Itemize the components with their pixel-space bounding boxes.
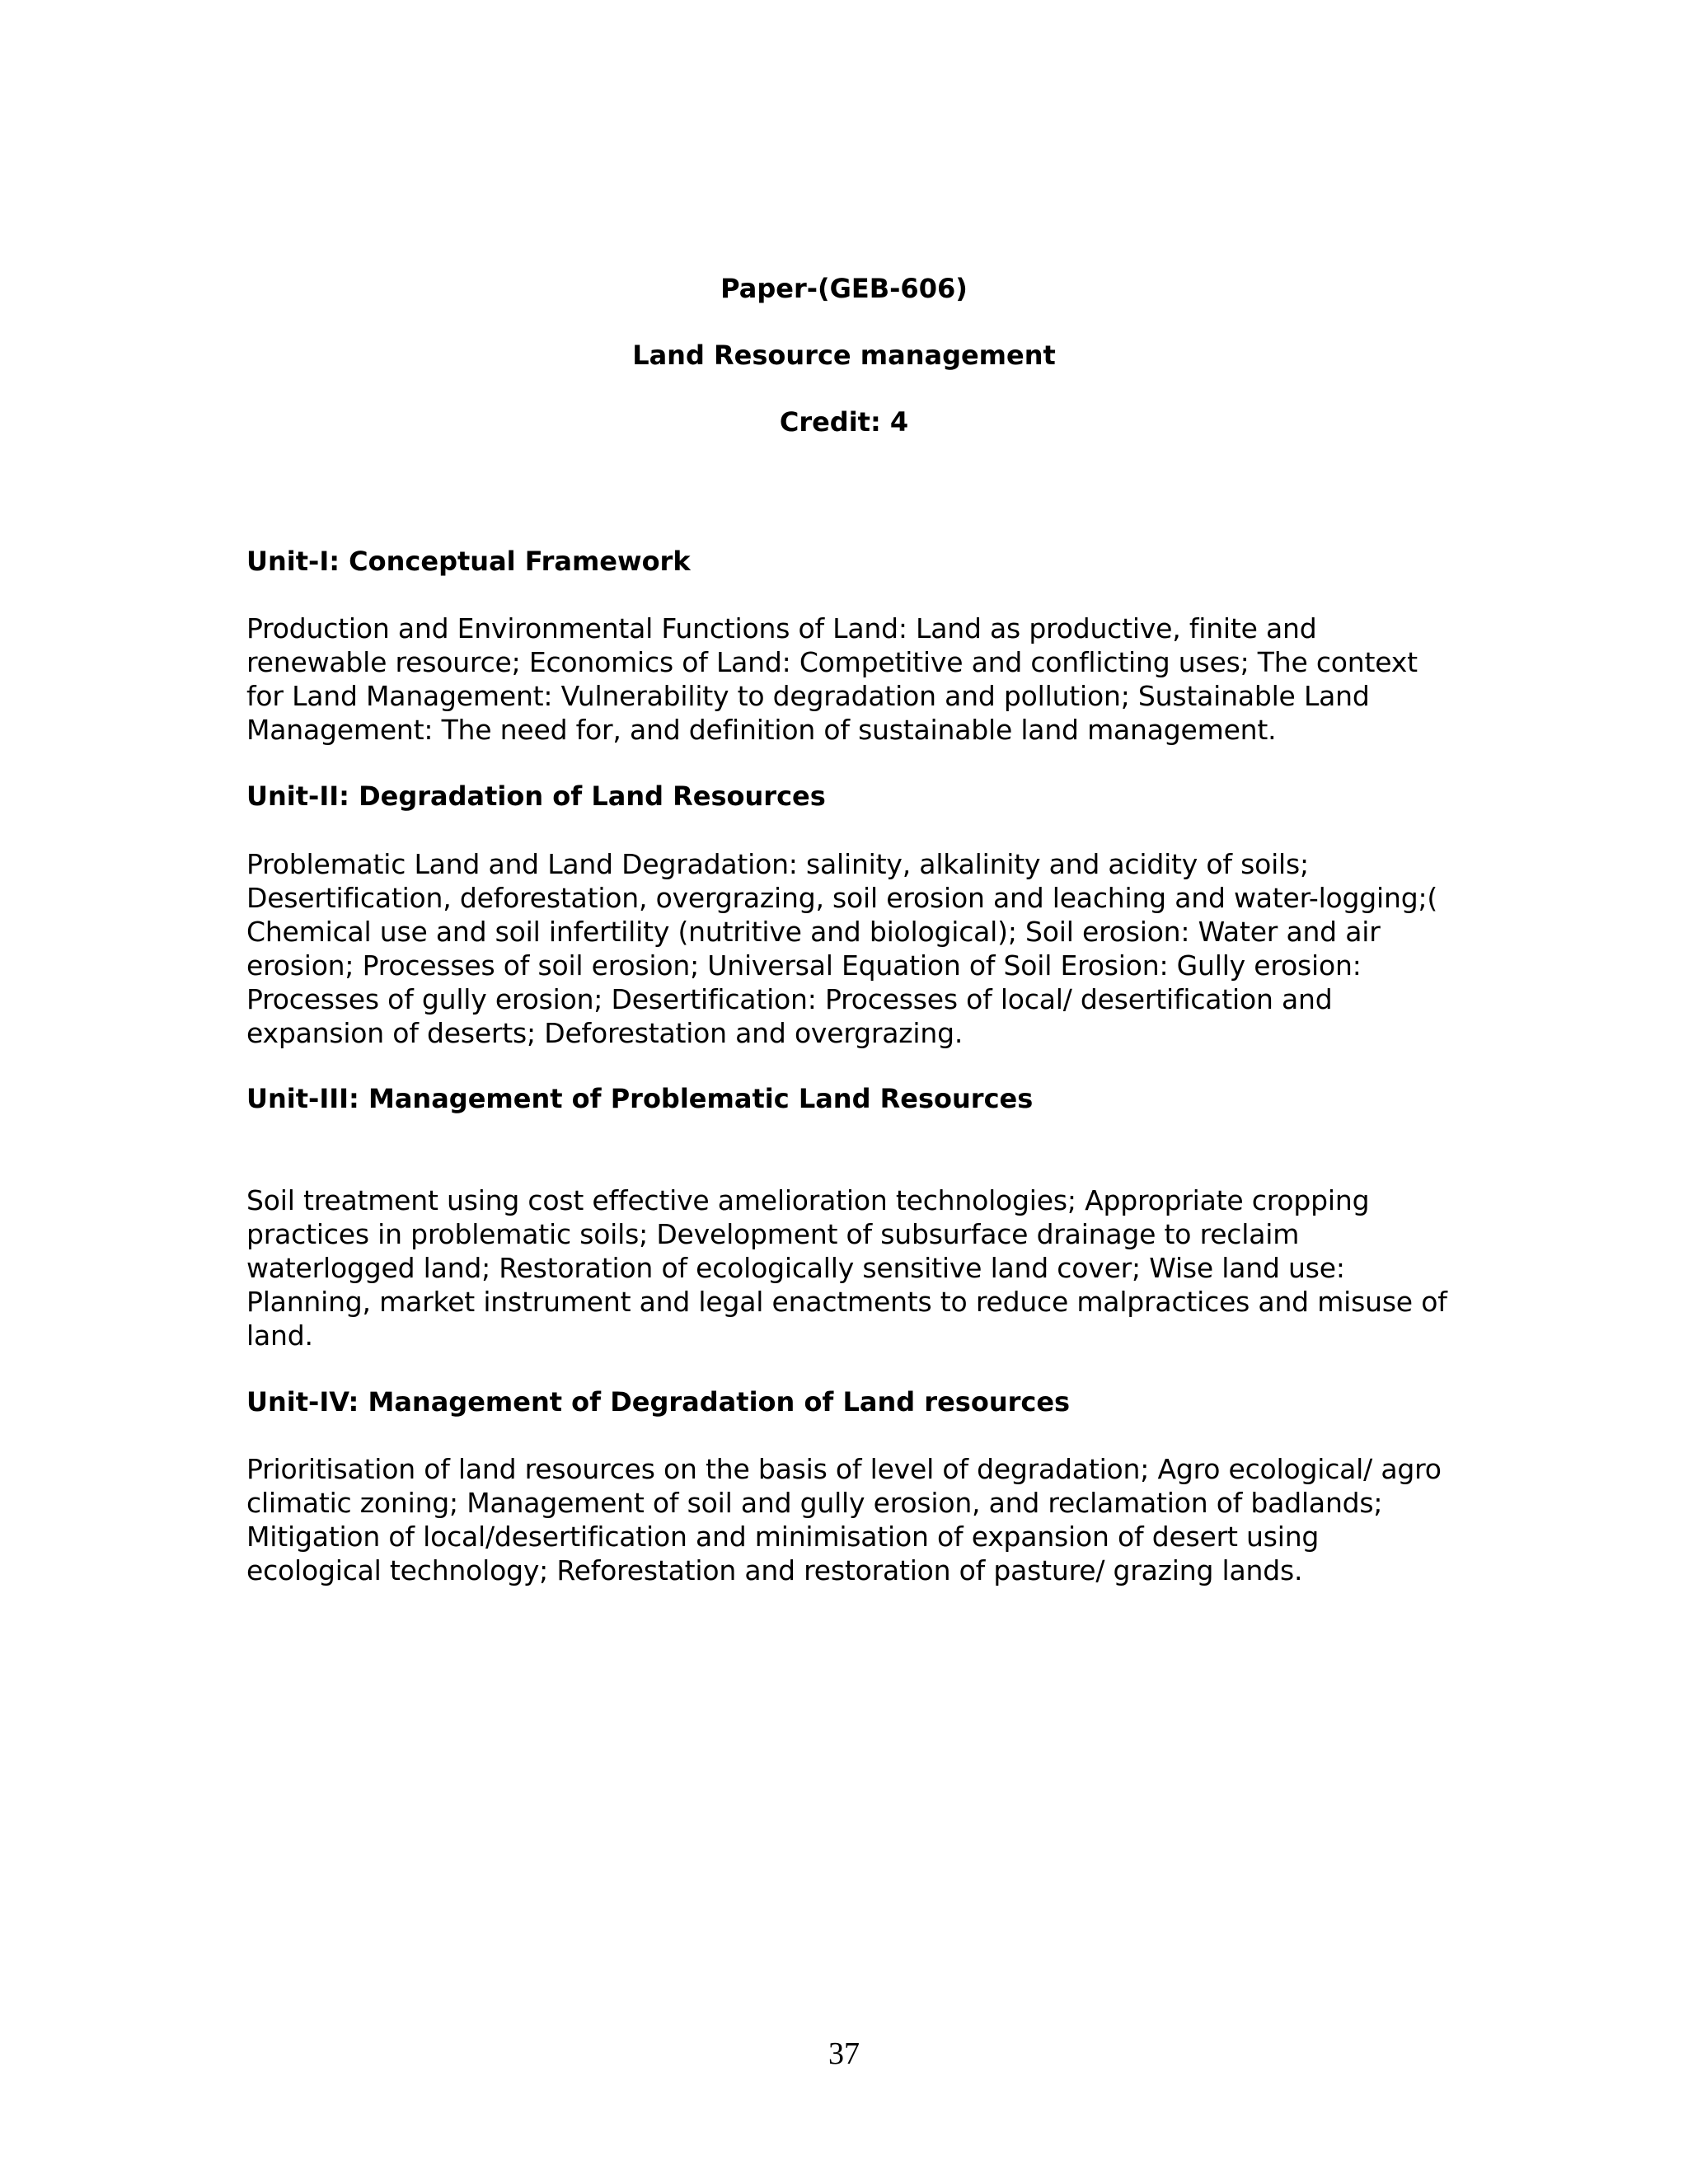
unit-1-line: for Land Management: Vulnerability to degradation and pollution; Sustainable Land [246, 680, 1370, 712]
unit-2-line: expansion of deserts; Deforestation and overgrazing. [246, 1017, 964, 1049]
unit-2-body [246, 847, 1442, 1050]
unit-3-line: waterlogged land; Restoration of ecologically sensitive land cover; Wise land use: [246, 1252, 1345, 1284]
unit-2-line: Chemical use and soil infertility (nutritive and biological); Soil erosion: Water and air [246, 916, 1381, 948]
unit-4-body [246, 1452, 1442, 1587]
unit-2-heading: Unit-II: Degradation of Land Resources [246, 780, 826, 812]
unit-4-line: Mitigation of local/desertification and minimisation of expansion of desert using [246, 1521, 1320, 1553]
unit-1-line: renewable resource; Economics of Land: Competitive and conflicting uses; The context [246, 646, 1418, 678]
unit-3-line: Planning, market instrument and legal enactments to reduce malpractices and misuse of [246, 1286, 1447, 1318]
unit-2-line: erosion; Processes of soil erosion; Universal Equation of Soil Erosion: Gully erosion: [246, 949, 1362, 982]
unit-4-line: climatic zoning; Management of soil and gully erosion, and reclamation of badlands; [246, 1487, 1383, 1519]
unit-4-line: ecological technology; Reforestation and restoration of pasture/ grazing lands. [246, 1554, 1303, 1586]
unit-3-line: land. [246, 1319, 313, 1352]
unit-1-line: Production and Environmental Functions of Land: Land as productive, finite and [246, 612, 1317, 644]
unit-3-line: practices in problematic soils; Development of subsurface drainage to reclaim [246, 1218, 1300, 1250]
unit-1-line: Management: The need for, and definition of sustainable land management. [246, 714, 1277, 746]
unit-3-body [246, 1183, 1447, 1352]
page-number: 37 [828, 2036, 860, 2071]
unit-2-line: Problematic Land and Land Degradation: salinity, alkalinity and acidity of soils; [246, 848, 1309, 880]
unit-4-heading: Unit-IV: Management of Degradation of Land resources [246, 1386, 1071, 1418]
unit-2-line: Desertification, deforestation, overgrazing, soil erosion and leaching and water-logging;( [246, 882, 1438, 914]
paper-code: Paper-(GEB-606) [720, 273, 968, 304]
unit-3-line: Soil treatment using cost effective amelioration technologies; Appropriate cropping [246, 1184, 1370, 1216]
unit-2-line: Processes of gully erosion; Desertification: Processes of local/ desertification and [246, 983, 1333, 1015]
unit-1-body [246, 612, 1442, 747]
unit-4-line: Prioritisation of land resources on the basis of level of degradation; Agro ecological/ agro [246, 1453, 1442, 1485]
unit-1-heading: Unit-I: Conceptual Framework [246, 546, 691, 577]
unit-3-heading: Unit-III: Management of Problematic Land Resources [246, 1083, 1034, 1114]
credit-line: Credit: 4 [779, 406, 909, 438]
course-title: Land Resource management [632, 340, 1056, 371]
